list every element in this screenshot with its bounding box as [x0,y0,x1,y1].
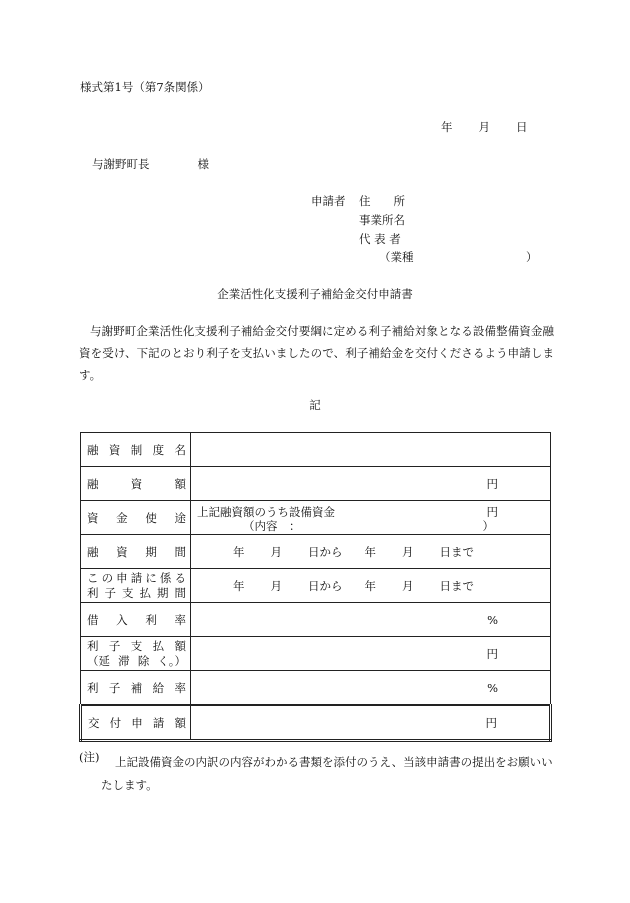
label-char: 滞 [118,653,130,668]
label-char: 補 [130,680,143,695]
label-loan-system [81,433,191,467]
label-char: 申 [116,570,128,585]
label-char: 利 [87,585,99,600]
value-loan-system[interactable] [191,433,551,467]
ki-heading: 記 [309,398,321,412]
row-loan-amount [81,467,551,501]
period-year-to: 年 [364,578,376,593]
detail-table [79,432,552,742]
label-char: 利 [145,612,157,627]
label-char: 融 [87,544,99,559]
address-label: 住 所 [359,194,405,208]
label-char: 資 [116,544,128,559]
period-month-from: 月 [270,544,282,559]
value-interest-paid[interactable] [191,637,551,671]
form-number: 様式第1号（第7条関係） [80,80,210,94]
date-day: 日 [516,120,528,134]
label-char: 付 [109,715,122,730]
recipient [92,158,209,172]
period-year-to: 年 [364,544,376,559]
label-char: 払 [152,638,165,653]
label-requested-amount [81,705,191,741]
label-char: 入 [116,612,128,627]
label-char: 額 [174,476,186,491]
row-interest-rate [81,603,551,637]
row-loan-period [81,535,551,569]
label-char: 額 [174,638,186,653]
label-char: 融 [87,476,99,491]
label-char: 制 [130,442,143,457]
unit-yen: 円 [486,646,498,661]
label-char: 度 [152,442,165,457]
value-loan-period[interactable] [191,535,551,569]
note-mark: (注) [79,750,100,764]
label-char: 子 [108,680,121,695]
label-char: 資 [130,476,143,491]
label-char: 利 [87,638,99,653]
label-char: 支 [130,638,143,653]
unit-percent: % [487,680,498,695]
label-subsidy-rate [81,671,191,706]
period-month-to: 月 [402,578,414,593]
recipient-name: 与謝野町長 [92,157,150,171]
note-text: 上記設備資金の内訳の内容がわかる書類を添付のうえ、当該申請書の提出をお願いいたします。 [101,755,553,792]
period-day-to: 日まで [439,578,474,593]
row-fund-use [81,501,551,535]
label-char: 子 [108,638,121,653]
body-text: 与謝野町企業活性化支援利子補給金交付要綱に定める利子補給対象となる設備整備資金融資を受け、下記のとおり利子を支払いましたので、利子補給金を交付くださるよう申請します。 [79,324,554,382]
label-char: 利 [87,680,99,695]
row-loan-system [81,433,551,467]
label-char: の [101,570,114,585]
row-interest-period [81,569,551,603]
value-subsidy-rate[interactable] [191,671,551,706]
label-interest-rate [81,603,191,637]
label-char: 期 [157,585,169,600]
row-requested-amount [81,705,551,741]
fund-use-main: 上記融資額のうち設備資金 [197,505,335,519]
document-title: 企業活性化支援利子補給金交付申請書 [217,287,413,301]
period-text [233,579,474,593]
label-fund-use [81,501,191,535]
label-char: 交 [88,715,100,730]
applicant-heading: 申請者 [311,194,346,208]
representative-label: 代 表 者 [359,232,401,246]
office-label: 事業所名 [359,213,405,227]
label-char: に [145,570,157,585]
date-month: 月 [478,120,490,134]
label-char: 給 [152,680,165,695]
value-requested-amount[interactable] [191,705,551,741]
label-char: く。） [157,653,186,668]
period-month-from: 月 [270,578,282,593]
label-interest-period [81,569,191,603]
label-interest-paid [81,637,191,671]
period-day-from: 日から [308,544,343,559]
period-year-from: 年 [233,544,245,559]
label-char: 率 [174,612,186,627]
label-char: る [174,570,186,585]
label-char: 払 [139,585,151,600]
label-char: 途 [174,510,186,525]
label-char: 期 [145,544,157,559]
value-interest-period[interactable] [191,569,551,603]
industry-open: （業種 [379,250,414,264]
date-line [441,121,528,135]
period-month-to: 月 [402,544,414,559]
fund-use-detail: （内容 ： [243,519,301,533]
row-subsidy-rate [81,671,551,706]
period-text [233,545,474,559]
label-char: 請 [152,715,165,730]
industry-close: ） [526,250,538,264]
label-char: 請 [130,570,143,585]
label-char: 資 [108,442,121,457]
label-char: 除 [137,653,150,668]
unit-percent: % [487,612,498,627]
label-char: 金 [116,510,128,525]
label-char: （延 [87,653,110,668]
recipient-honorific: 様 [197,157,209,171]
label-char: 資 [87,510,99,525]
row-interest-paid [81,637,551,671]
label-char: 融 [87,442,99,457]
period-day-to: 日まで [439,544,474,559]
label-char: 支 [122,585,134,600]
period-year-from: 年 [233,578,245,593]
label-loan-period [81,535,191,569]
value-fund-use[interactable] [191,501,551,535]
label-char: 名 [174,442,186,457]
label-char: 額 [174,715,186,730]
unit-yen: 円 [485,715,497,730]
label-char: 子 [104,585,116,600]
value-interest-rate[interactable] [191,603,551,637]
label-loan-amount [81,467,191,501]
value-loan-amount[interactable] [191,467,551,501]
period-day-from: 日から [308,578,343,593]
label-char: こ [87,570,99,585]
label-char: 率 [174,680,186,695]
label-char: 間 [174,585,186,600]
fund-use-close: ） [482,519,494,533]
label-char: 係 [159,570,172,585]
date-year: 年 [441,120,453,134]
applicant-address-row [311,195,405,209]
label-char: 申 [131,715,143,730]
label-char: 借 [87,612,99,627]
label-char: 間 [174,544,186,559]
unit-yen: 円 [486,505,498,519]
label-char: 使 [145,510,157,525]
unit-yen: 円 [486,476,498,491]
